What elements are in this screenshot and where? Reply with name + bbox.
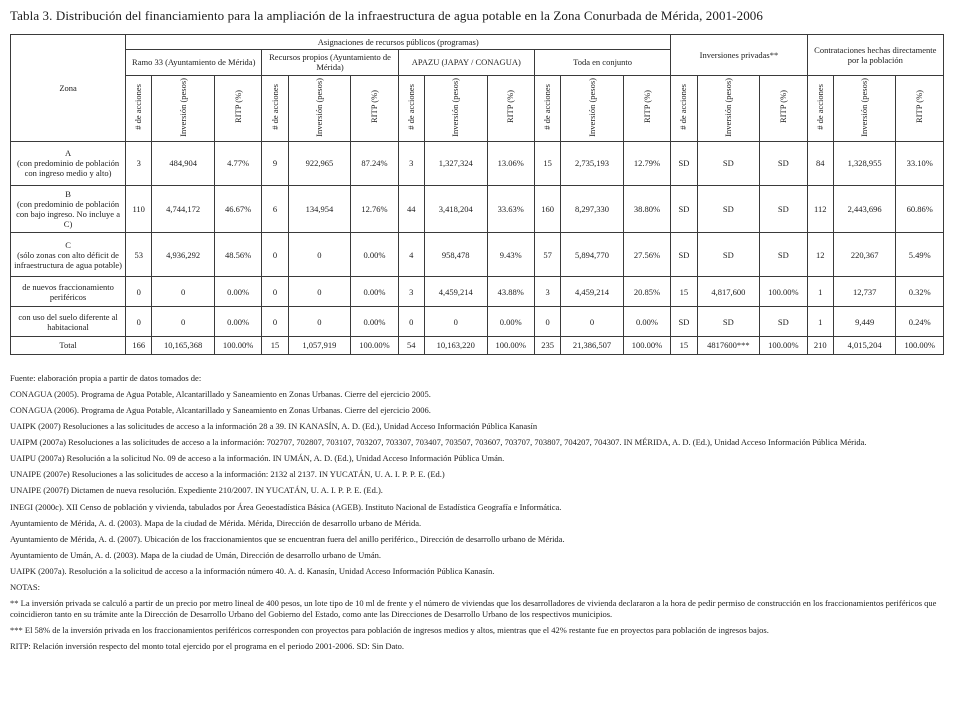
data-cell: 12,737 xyxy=(833,277,896,307)
column-subheader xyxy=(214,75,261,141)
data-cell: 3,418,204 xyxy=(424,185,487,233)
data-cell: 4,817,600 xyxy=(697,277,760,307)
note-line: CONAGUA (2006). Programa de Agua Potable, Alcantarillado y Saneamiento en Zonas Urbanas. Cierre del ejercicio 2006. xyxy=(10,404,431,415)
column-subheader xyxy=(561,75,624,141)
data-cell: 0 xyxy=(262,307,288,337)
data-cell: 0.32% xyxy=(896,277,944,307)
header-row-top xyxy=(11,35,944,50)
note-line: ** La inversión privada se calculó a partir de un precio por metro lineal de 400 pesos, un lote tipo de 10 ml de frente y el número de viviendas que los desarrolladores de vivienda declararon a la hora de pedir permiso de construcción en los fraccionamientos periféricos que coincidieron tanto en su trámite ante la Dirección de Desarrollo Urbano del Gobierno del Estado, como ante las Direcciones de Desarrollo Urbano de los respectivos municipios. xyxy=(10,598,937,619)
data-cell: 3 xyxy=(534,277,560,307)
data-cell: 27.56% xyxy=(623,233,671,277)
data-cell: 100.00% xyxy=(760,277,807,307)
data-cell: 0 xyxy=(534,307,560,337)
data-cell: 0 xyxy=(152,277,215,307)
data-cell: 0 xyxy=(152,307,215,337)
data-cell: 8,297,330 xyxy=(561,185,624,233)
column-subheader-label: Inversión (pesos) xyxy=(313,77,324,137)
data-cell: 100.00% xyxy=(351,337,398,354)
column-subheader xyxy=(152,75,215,141)
data-cell: 100.00% xyxy=(623,337,671,354)
data-cell: 100.00% xyxy=(214,337,261,354)
data-cell: 48.56% xyxy=(214,233,261,277)
data-cell: 484,904 xyxy=(152,141,215,185)
data-cell: 4,015,204 xyxy=(833,337,896,354)
data-cell: 4,459,214 xyxy=(561,277,624,307)
note-line: UAIPK (2007) Resoluciones a las solicitudes de acceso a la información 28 a 39. IN KANASÍN, A. D. (Ed.), Unidad Acceso Información Pública Kanasín xyxy=(10,420,538,431)
data-cell: 0 xyxy=(262,233,288,277)
zona-description: de nuevos fraccionamiento periféricos xyxy=(22,281,114,302)
table-row xyxy=(11,307,944,337)
note-line: RITP: Relación inversión respecto del monto total ejercido por el programa en el periodo 2001-2006. SD: Sin Dato. xyxy=(10,641,404,652)
data-cell: 0.00% xyxy=(214,307,261,337)
data-cell: 53 xyxy=(126,233,152,277)
data-cell: 220,367 xyxy=(833,233,896,277)
data-cell: 0 xyxy=(126,307,152,337)
private-investment-header: Inversiones privadas** xyxy=(671,35,807,76)
data-cell: 3 xyxy=(126,141,152,185)
public-resources-header: Asignaciones de recursos públicos (programas) xyxy=(126,35,671,50)
column-subheader xyxy=(398,75,424,141)
data-cell: 235 xyxy=(534,337,560,354)
data-cell: 0.00% xyxy=(351,277,398,307)
data-cell: 9.43% xyxy=(487,233,534,277)
table-row xyxy=(11,185,944,233)
data-cell: 10,163,220 xyxy=(424,337,487,354)
data-cell: 100.00% xyxy=(487,337,534,354)
data-cell: 922,965 xyxy=(288,141,351,185)
data-cell: 84 xyxy=(807,141,833,185)
table-header xyxy=(11,35,944,142)
group-recursos-propios-header: Recursos propios (Ayuntamiento de Mérida) xyxy=(262,50,398,75)
column-subheader xyxy=(288,75,351,141)
column-subheader xyxy=(262,75,288,141)
note-line: *** El 58% de la inversión privada en los fraccionamientos periféricos corresponden con proyectos para población de ingresos medios y altos, mientras que el 42% restante fue en proyectos para población de ingresos bajos. xyxy=(10,625,769,635)
data-cell: 4 xyxy=(398,233,424,277)
data-cell: 57 xyxy=(534,233,560,277)
data-cell: 60.86% xyxy=(896,185,944,233)
data-cell: 33.10% xyxy=(896,141,944,185)
data-cell: 9 xyxy=(262,141,288,185)
data-cell: SD xyxy=(697,185,760,233)
data-cell: 38.80% xyxy=(623,185,671,233)
zona-header: Zona xyxy=(11,35,126,142)
notes-section xyxy=(10,373,944,652)
zona-letter: B xyxy=(65,188,71,199)
data-cell: 0 xyxy=(288,233,351,277)
data-cell: 0.00% xyxy=(623,307,671,337)
data-cell: 6 xyxy=(262,185,288,233)
note-line: UAIPK (2007a). Resolución a la solicitud de acceso a la información número 40. A. d. Kanasín, Unidad Acceso Información Pública Kanasín. xyxy=(10,566,495,576)
column-subheader-label: RITP (%) xyxy=(914,90,925,124)
data-cell: 46.67% xyxy=(214,185,261,233)
data-cell: 0 xyxy=(288,277,351,307)
group-ramo33-header: Ramo 33 (Ayuntamiento de Mérida) xyxy=(126,50,262,75)
data-cell: 12.79% xyxy=(623,141,671,185)
column-subheader xyxy=(760,75,807,141)
column-subheader-label: # de acciones xyxy=(814,84,825,130)
column-subheader-label: Inversión (pesos) xyxy=(450,77,461,137)
zona-description: (sólo zonas con alto déficit de infraestructura de agua potable) xyxy=(14,249,122,270)
financing-table xyxy=(10,34,944,355)
zona-letter: C xyxy=(65,239,71,250)
data-cell: 0 xyxy=(398,307,424,337)
zona-cell xyxy=(11,141,126,185)
group-apazu-header: APAZU (JAPAY / CONAGUA) xyxy=(398,50,534,75)
column-subheader-label: Inversión (pesos) xyxy=(722,77,733,137)
population-contracts-header: Contrataciones hechas directamente por la población xyxy=(807,35,943,76)
column-subheader-label: # de acciones xyxy=(269,84,280,130)
total-row xyxy=(11,337,944,354)
column-subheader-label: RITP (%) xyxy=(505,90,516,124)
note-line: Ayuntamiento de Umán, A. d. (2003). Mapa de la ciudad de Umán, Dirección de desarrollo urbano de Umán. xyxy=(10,549,381,560)
zona-cell xyxy=(11,233,126,277)
data-cell: 0 xyxy=(288,307,351,337)
column-subheader-label: # de acciones xyxy=(133,84,144,130)
table-row xyxy=(11,233,944,277)
data-cell: 15 xyxy=(262,337,288,354)
data-cell: 2,735,193 xyxy=(561,141,624,185)
data-cell: SD xyxy=(671,233,697,277)
column-subheader-label: RITP (%) xyxy=(777,90,788,124)
column-subheader-label: RITP (%) xyxy=(232,90,243,124)
data-cell: 112 xyxy=(807,185,833,233)
table-body xyxy=(11,141,944,354)
data-cell: 100.00% xyxy=(760,337,807,354)
column-subheader xyxy=(487,75,534,141)
data-cell: SD xyxy=(697,233,760,277)
column-subheader xyxy=(534,75,560,141)
data-cell: SD xyxy=(760,233,807,277)
data-cell: SD xyxy=(697,141,760,185)
column-subheader xyxy=(807,75,833,141)
note-line: INEGI (2000c). XII Censo de población y vivienda, tabulados por Área Geoestadística Básica (AGEB). Instituto Nacional de Estadística Geografía e Informática. xyxy=(10,501,562,512)
column-subheader-label: # de acciones xyxy=(405,84,416,130)
note-line: Fuente: elaboración propia a partir de datos tomados de: xyxy=(10,372,202,383)
data-cell: SD xyxy=(671,307,697,337)
data-cell: 4817600*** xyxy=(697,337,760,354)
column-subheader-label: # de acciones xyxy=(678,84,689,130)
data-cell: 4,936,292 xyxy=(152,233,215,277)
data-cell: 21,386,507 xyxy=(561,337,624,354)
data-cell: SD xyxy=(697,307,760,337)
column-subheader xyxy=(424,75,487,141)
data-cell: 0 xyxy=(424,307,487,337)
data-cell: SD xyxy=(671,141,697,185)
data-cell: 166 xyxy=(126,337,152,354)
data-cell: 54 xyxy=(398,337,424,354)
data-cell: 134,954 xyxy=(288,185,351,233)
zona-cell xyxy=(11,277,126,307)
data-cell: 0.00% xyxy=(214,277,261,307)
data-cell: 958,478 xyxy=(424,233,487,277)
data-cell: 4,744,172 xyxy=(152,185,215,233)
data-cell: 1,057,919 xyxy=(288,337,351,354)
data-cell: 0.00% xyxy=(487,307,534,337)
data-cell: 44 xyxy=(398,185,424,233)
data-cell: 20.85% xyxy=(623,277,671,307)
data-cell: 0.24% xyxy=(896,307,944,337)
data-cell: 4,459,214 xyxy=(424,277,487,307)
data-cell: 43.88% xyxy=(487,277,534,307)
table-title: Tabla 3. Distribución del financiamiento para la ampliación de la infraestructura de agua potable en la Zona Conurbada de Mérida, 2001-2006 xyxy=(10,8,763,23)
column-subheader xyxy=(671,75,697,141)
column-subheader xyxy=(623,75,671,141)
data-cell: 110 xyxy=(126,185,152,233)
column-subheader-label: RITP (%) xyxy=(641,90,652,124)
column-subheader-label: # de acciones xyxy=(542,84,553,130)
data-cell: 0 xyxy=(126,277,152,307)
table-row xyxy=(11,141,944,185)
data-cell: 12.76% xyxy=(351,185,398,233)
note-line: UNAIPE (2007f) Dictamen de nueva resolución. Expediente 210/2007. IN YUCATÁN, U. A. I. P. P. E. (Ed.). xyxy=(10,485,383,496)
data-cell: SD xyxy=(671,185,697,233)
data-cell: 1,328,955 xyxy=(833,141,896,185)
data-cell: 3 xyxy=(398,277,424,307)
note-line: Ayuntamiento de Mérida, A. d. (2003). Mapa de la ciudad de Mérida. Mérida, Dirección de desarrollo urbano de Mérida. xyxy=(10,517,422,528)
note-line: UAIPU (2007a) Resolución a la solicitud No. 09 de acceso a la información. IN UMÁN, A. D. (Ed.), Unidad Acceso Información Pública Umán. xyxy=(10,453,505,464)
data-cell: 33.63% xyxy=(487,185,534,233)
data-cell: 5.49% xyxy=(896,233,944,277)
data-cell: SD xyxy=(760,185,807,233)
zona-description: con uso del suelo diferente al habitacional xyxy=(18,311,118,332)
group-toda-conjunto-header: Toda en conjunto xyxy=(534,50,670,75)
data-cell: 3 xyxy=(398,141,424,185)
note-line: Ayuntamiento de Mérida, A. d. (2007). Ubicación de los fraccionamientos que se encuentran fuera del anillo periférico., Dirección de desarrollo urbano de Mérida. xyxy=(10,533,565,544)
data-cell: 0 xyxy=(262,277,288,307)
data-cell: 15 xyxy=(671,277,697,307)
column-subheader xyxy=(833,75,896,141)
data-cell: 0.00% xyxy=(351,233,398,277)
data-cell: 5,894,770 xyxy=(561,233,624,277)
zona-cell xyxy=(11,337,126,354)
column-subheader xyxy=(126,75,152,141)
note-line: NOTAS: xyxy=(10,582,41,593)
data-cell: 15 xyxy=(671,337,697,354)
data-cell: 210 xyxy=(807,337,833,354)
data-cell: 100.00% xyxy=(896,337,944,354)
note-line: UNAIPE (2007e) Resoluciones a las solicitudes de acceso a la información: 2132 al 2137. IN YUCATÁN, U. A. I. P. P. E. (Ed.) xyxy=(10,469,445,480)
data-cell: 2,443,696 xyxy=(833,185,896,233)
column-subheader xyxy=(697,75,760,141)
data-cell: 13.06% xyxy=(487,141,534,185)
table-row xyxy=(11,277,944,307)
column-subheader xyxy=(351,75,398,141)
data-cell: 12 xyxy=(807,233,833,277)
header-row-subcolumns xyxy=(11,75,944,141)
data-cell: 1 xyxy=(807,277,833,307)
data-cell: SD xyxy=(760,307,807,337)
column-subheader-label: Inversión (pesos) xyxy=(177,77,188,137)
column-subheader-label: Inversión (pesos) xyxy=(586,77,597,137)
data-cell: 4.77% xyxy=(214,141,261,185)
column-subheader xyxy=(896,75,944,141)
data-cell: 10,165,368 xyxy=(152,337,215,354)
zona-description: (con predominio de población con bajo ingreso. No incluye a C) xyxy=(16,198,120,230)
data-cell: 0.00% xyxy=(351,307,398,337)
note-line: UAIPM (2007a) Resoluciones a las solicitudes de acceso a la información: 702707, 702807, 703107, 703207, 703307, 703407, 703507, 703607, 703707, 703807, 704207, 704307. IN MÉRIDA, A. D. (Ed.), Unidad Acceso Información Pública Mérida. xyxy=(10,437,867,447)
note-line: CONAGUA (2005). Programa de Agua Potable, Alcantarillado y Saneamiento en Zonas Urbanas. Cierre del ejercicio 2005. xyxy=(10,388,431,399)
column-subheader-label: RITP (%) xyxy=(368,90,379,124)
data-cell: SD xyxy=(760,141,807,185)
zona-cell xyxy=(11,185,126,233)
data-cell: 1 xyxy=(807,307,833,337)
zona-description: (con predominio de población con ingreso medio y alto) xyxy=(16,157,120,179)
data-cell: 9,449 xyxy=(833,307,896,337)
data-cell: 15 xyxy=(534,141,560,185)
data-cell: 160 xyxy=(534,185,560,233)
column-subheader-label: Inversión (pesos) xyxy=(859,77,870,137)
zona-cell xyxy=(11,307,126,337)
data-cell: 1,327,324 xyxy=(424,141,487,185)
data-cell: 87.24% xyxy=(351,141,398,185)
data-cell: 0 xyxy=(561,307,624,337)
zona-description: Total xyxy=(59,340,77,351)
zona-letter: A xyxy=(64,147,72,158)
